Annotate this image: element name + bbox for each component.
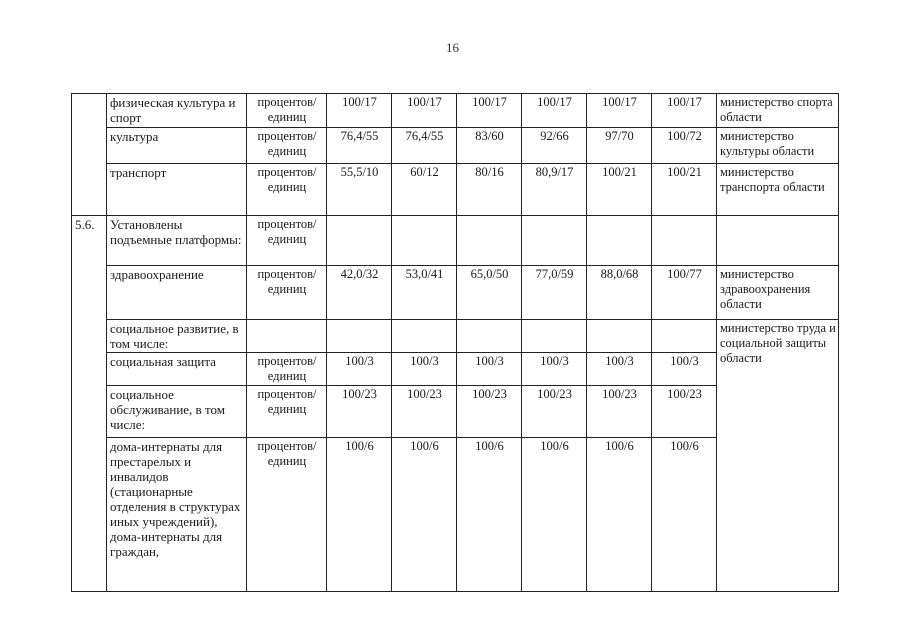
value-cell <box>522 320 587 353</box>
value-cell: 100/23 <box>522 386 587 438</box>
value-cell: 100/21 <box>652 164 717 216</box>
responsible-cell: министерство здравоохранения области <box>717 266 839 320</box>
responsible-cell: министерство спорта области <box>717 94 839 128</box>
value-cell: 100/17 <box>652 94 717 128</box>
indicators-table <box>71 93 839 592</box>
table-row <box>72 266 839 320</box>
value-cell: 100/23 <box>457 386 522 438</box>
value-cell: 100/17 <box>522 94 587 128</box>
unit-cell: процентов/ единиц <box>247 438 327 592</box>
table-row <box>72 94 839 128</box>
indicator-name: культура <box>107 128 247 164</box>
value-cell: 76,4/55 <box>327 128 392 164</box>
unit-cell: процентов/ единиц <box>247 164 327 216</box>
value-cell: 83/60 <box>457 128 522 164</box>
responsible-cell: министерство труда и социальной защиты области <box>717 320 839 592</box>
value-cell: 100/72 <box>652 128 717 164</box>
value-cell: 100/17 <box>457 94 522 128</box>
value-cell: 100/3 <box>587 353 652 386</box>
page-number: 16 <box>446 40 459 55</box>
value-cell: 65,0/50 <box>457 266 522 320</box>
indicator-name: социальное развитие, в том числе: <box>107 320 247 353</box>
value-cell: 100/23 <box>587 386 652 438</box>
value-cell <box>522 216 587 266</box>
table-row <box>72 320 839 353</box>
value-cell: 60/12 <box>392 164 457 216</box>
unit-cell: процентов/ единиц <box>247 386 327 438</box>
unit-cell: процентов/ единиц <box>247 266 327 320</box>
value-cell: 88,0/68 <box>587 266 652 320</box>
indicator-name: физическая культура и спорт <box>107 94 247 128</box>
value-cell: 76,4/55 <box>392 128 457 164</box>
value-cell <box>652 320 717 353</box>
value-cell <box>392 216 457 266</box>
value-cell: 55,5/10 <box>327 164 392 216</box>
value-cell: 53,0/41 <box>392 266 457 320</box>
value-cell: 100/6 <box>522 438 587 592</box>
value-cell <box>652 216 717 266</box>
value-cell: 100/6 <box>327 438 392 592</box>
value-cell: 100/6 <box>587 438 652 592</box>
section-index: 5.6. <box>72 216 107 592</box>
unit-cell: процентов/ единиц <box>247 128 327 164</box>
value-cell: 100/3 <box>392 353 457 386</box>
unit-cell: процентов/ единиц <box>247 353 327 386</box>
value-cell: 92/66 <box>522 128 587 164</box>
value-cell: 100/3 <box>652 353 717 386</box>
value-cell: 100/17 <box>587 94 652 128</box>
indicator-name: социальное обслуживание, в том числе: <box>107 386 247 438</box>
indicator-name: социальная защита <box>107 353 247 386</box>
value-cell: 100/17 <box>392 94 457 128</box>
value-cell: 100/6 <box>652 438 717 592</box>
value-cell <box>327 216 392 266</box>
value-cell: 100/23 <box>652 386 717 438</box>
unit-cell <box>247 320 327 353</box>
value-cell: 100/23 <box>327 386 392 438</box>
table-row <box>72 216 839 266</box>
responsible-cell <box>717 216 839 266</box>
value-cell <box>457 320 522 353</box>
indicator-name: транспорт <box>107 164 247 216</box>
value-cell: 100/3 <box>457 353 522 386</box>
value-cell: 100/3 <box>327 353 392 386</box>
value-cell <box>587 216 652 266</box>
value-cell <box>327 320 392 353</box>
value-cell <box>392 320 457 353</box>
value-cell: 100/17 <box>327 94 392 128</box>
value-cell: 100/77 <box>652 266 717 320</box>
value-cell: 100/6 <box>392 438 457 592</box>
responsible-cell: министерство культуры области <box>717 128 839 164</box>
table-row <box>72 164 839 216</box>
value-cell: 100/6 <box>457 438 522 592</box>
value-cell: 97/70 <box>587 128 652 164</box>
table-row <box>72 128 839 164</box>
indicator-name: здравоохранение <box>107 266 247 320</box>
value-cell: 80,9/17 <box>522 164 587 216</box>
value-cell: 100/3 <box>522 353 587 386</box>
value-cell: 42,0/32 <box>327 266 392 320</box>
value-cell: 80/16 <box>457 164 522 216</box>
value-cell <box>457 216 522 266</box>
unit-cell: процентов/ единиц <box>247 94 327 128</box>
indicator-name: дома-интернаты для престарелых и инвалидов (стационарные отделения в структурах иных учреждений), дома-интернаты для граждан, <box>107 438 247 592</box>
value-cell: 100/21 <box>587 164 652 216</box>
value-cell: 77,0/59 <box>522 266 587 320</box>
index-cell <box>72 94 107 216</box>
value-cell: 100/23 <box>392 386 457 438</box>
responsible-cell: министерство транспорта области <box>717 164 839 216</box>
indicator-name: Установлены подъемные платформы: <box>107 216 247 266</box>
unit-cell: процентов/ единиц <box>247 216 327 266</box>
value-cell <box>587 320 652 353</box>
